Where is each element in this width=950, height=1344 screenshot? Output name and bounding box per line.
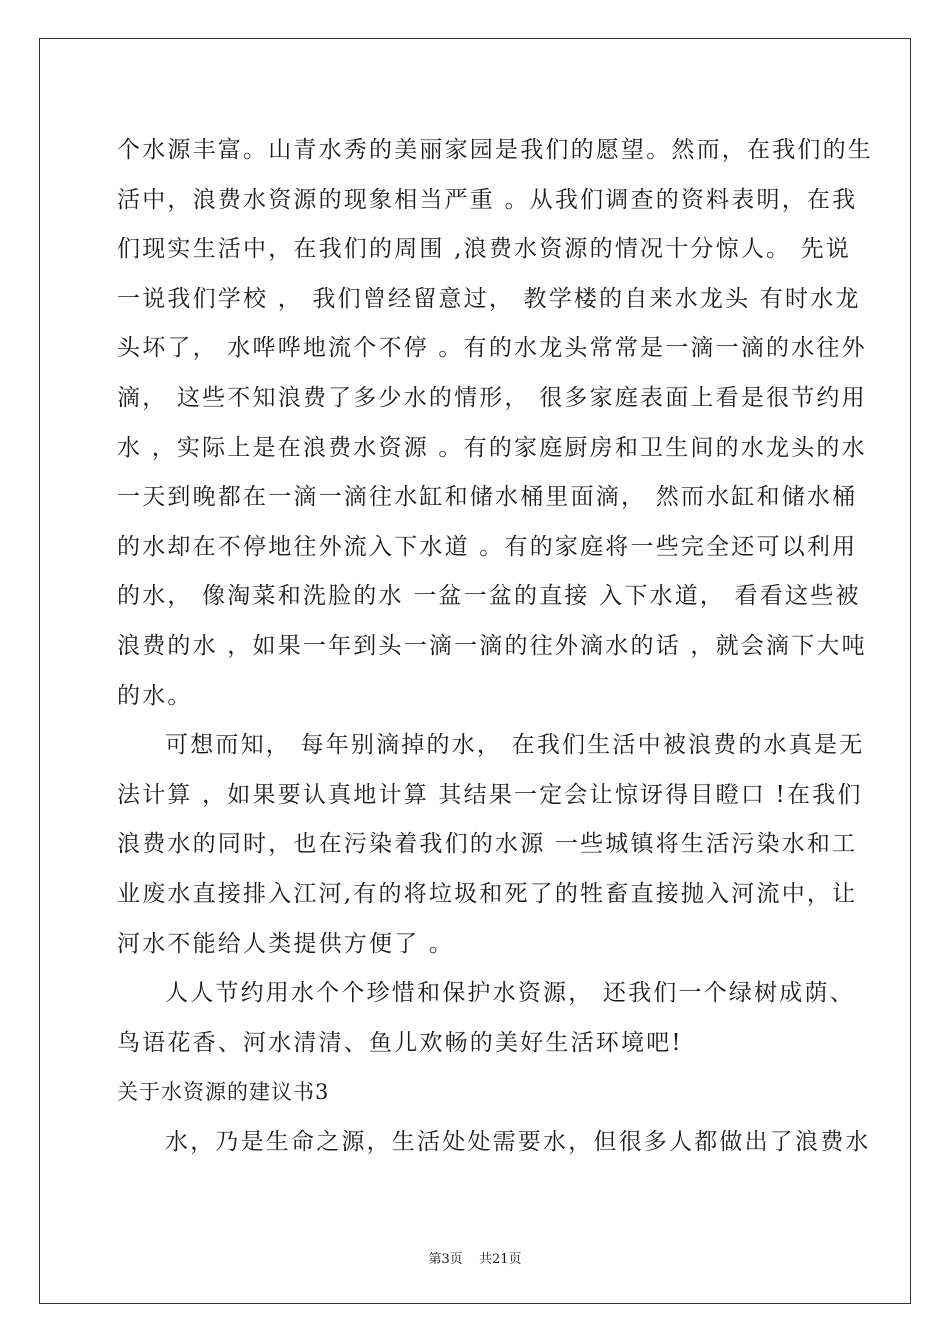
paragraph bbox=[117, 721, 865, 969]
text-line: 的水。 bbox=[117, 682, 193, 709]
paragraph bbox=[117, 126, 873, 721]
page-footer bbox=[0, 1248, 950, 1267]
text-line: 浪费水的同时，也在污染着我们的水源 一些城镇将生活污染水和工 bbox=[117, 831, 858, 858]
text-line: 河水不能给人类提供方便了 。 bbox=[117, 930, 455, 957]
text-line: 可想而知， 每年别滴掉的水， 在我们生活中被浪费的水真是无 bbox=[165, 732, 865, 759]
text-line: 的水却在不停地往外流入下水道 。有的家庭将一些完全还可以利用 bbox=[117, 533, 858, 560]
text-line: 浪费的水 ，如果一年到头一滴一滴的往外滴水的话 ，就会滴下大吨 bbox=[117, 632, 867, 659]
text-line: 的水， 像淘菜和洗脸的水 一盆一盆的直接 入下水道， 看看这些被 bbox=[117, 583, 861, 610]
section-heading: 关于水资源的建议书3 bbox=[117, 1080, 330, 1105]
text-line: 鸟语花香、河水清清、鱼儿欢畅的美好生活环境吧! bbox=[117, 1029, 683, 1056]
document-body bbox=[117, 126, 873, 1167]
text-line: 人人节约用水个个珍惜和保护水资源， 还我们一个绿树成荫、 bbox=[165, 980, 855, 1007]
text-line: 一说我们学校 ， 我们曾经留意过， 教学楼的自来水龙头 有时水龙 bbox=[117, 285, 861, 312]
paragraph bbox=[117, 969, 855, 1068]
text-line: 业废水直接排入江河,有的将垃圾和死了的牲畜直接抛入河流中，让 bbox=[117, 880, 858, 907]
text-line: 水，乃是生命之源，生活处处需要水，但很多人都做出了浪费水 bbox=[165, 1128, 871, 1155]
text-line: 滴， 这些不知浪费了多少水的情形， 很多家庭表面上看是很节约用 bbox=[117, 384, 867, 411]
text-line: 们现实生活中，在我们的周围 ,浪费水资源的情况十分惊人。 先说 bbox=[117, 236, 852, 263]
text-line: 个水源丰富。山青水秀的美丽家园是我们的愿望。然而，在我们的生 bbox=[117, 137, 873, 163]
text-line: 一天到晚都在一滴一滴往水缸和储水桶里面滴， 然而水缸和储水桶 bbox=[117, 484, 858, 511]
page-total: 共21页 bbox=[478, 1252, 522, 1267]
paragraph bbox=[117, 1118, 871, 1168]
page-number: 第3页 bbox=[428, 1252, 463, 1267]
text-line: 头坏了， 水哗哗地流个不停 。有的水龙头常常是一滴一滴的水往外 bbox=[117, 335, 867, 362]
text-line: 水 ，实际上是在浪费水资源 。有的家庭厨房和卫生间的水龙头的水 bbox=[117, 434, 867, 461]
text-line: 活中，浪费水资源的现象相当严重 。从我们调查的资料表明，在我 bbox=[117, 186, 858, 213]
text-line: 法计算 ，如果要认真地计算 其结果一定会让惊讶得目瞪口 !在我们 bbox=[117, 781, 863, 808]
